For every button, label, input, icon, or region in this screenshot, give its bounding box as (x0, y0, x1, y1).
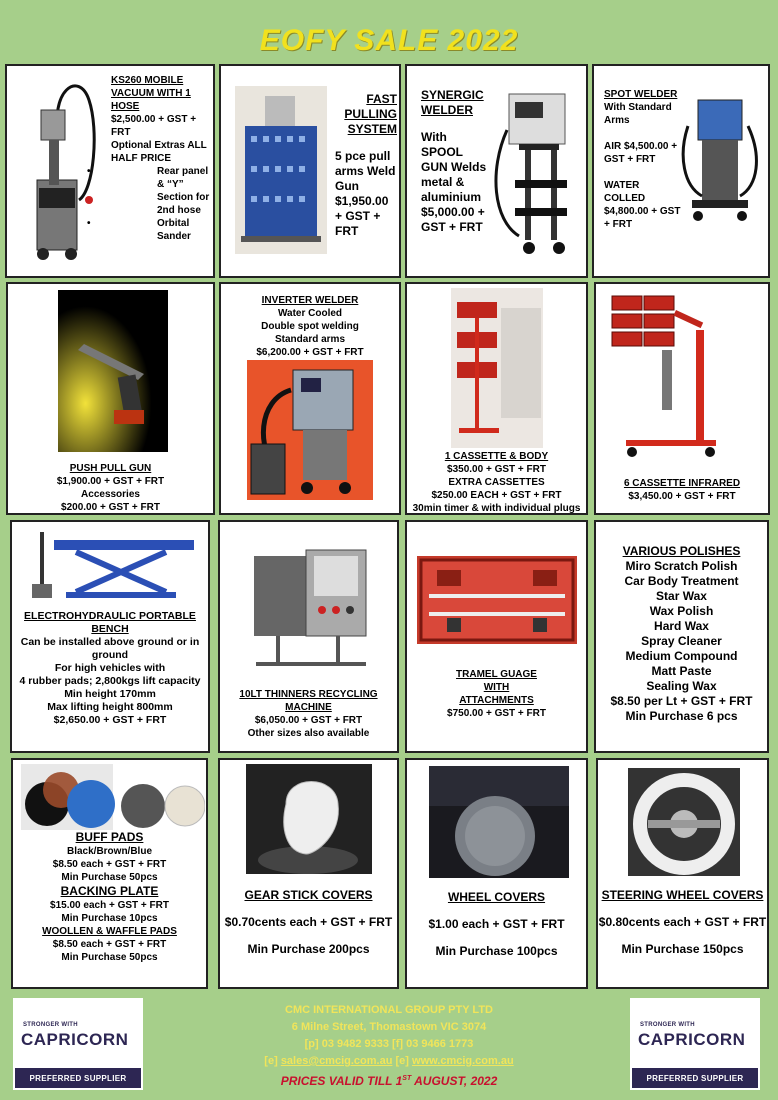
vacuum-name: KS260 MOBILE VACUUM WITH 1 HOSE (111, 75, 191, 112)
bench-line-2: For high vehicles with (54, 662, 166, 674)
website-link[interactable]: www.cmcig.com.au (412, 1055, 514, 1067)
tramel-image (417, 556, 577, 644)
product-card-cassette6 (594, 282, 770, 515)
bench-line-3: 4 rubber pads; 2,800kgs lift capacity (19, 675, 201, 687)
product-card-bench (10, 520, 210, 753)
product-card-cassette1 (405, 282, 588, 515)
cassette1-extra-price: $250.00 EACH + GST + FRT (431, 490, 562, 501)
wheel-name: WHEEL COVERS (447, 890, 546, 904)
thinners-note: Other sizes also available (247, 728, 370, 739)
company-address: 6 Milne Street, Thomastown VIC 3074 (291, 1021, 487, 1033)
cassette1-extra: EXTRA CASSETTES (448, 477, 545, 488)
pushpull-name: PUSH PULL GUN (69, 463, 152, 474)
logo-supplier: PREFERRED SUPPLIER (29, 1074, 127, 1083)
spot-image (678, 96, 762, 238)
company-name: CMC INTERNATIONAL GROUP PTY LTD (285, 1004, 493, 1016)
vacuum-price: $2,500.00 + GST + FRT (111, 114, 197, 138)
polish-item: Medium Compound (625, 649, 738, 663)
thinners-price: $6,050.00 + GST + FRT (254, 715, 363, 726)
polish-item: Wax Polish (649, 604, 714, 618)
pushpull-acc-price: $200.00 + GST + FRT (61, 502, 160, 513)
polishes-price: $8.50 per Lt + GST + FRT (610, 694, 753, 708)
spot-air: AIR $4,500.00 + GST + FRT (604, 141, 678, 165)
tramel-price: $750.00 + GST + FRT (447, 708, 546, 719)
bench-image (26, 526, 198, 606)
footer-contact (150, 1002, 628, 1090)
company-email-line: [e] sales@cmcig.com.au [e] www.cmcig.com.au (264, 1055, 514, 1067)
buff-name: BUFF PADS (75, 830, 144, 844)
product-card-steering (596, 758, 769, 989)
gear-name: GEAR STICK COVERS (244, 888, 373, 902)
cassette6-image (606, 290, 718, 468)
company-phone: [p] 03 9482 9333 [f] 03 9466 1773 (304, 1038, 474, 1050)
bench-name: ELECTROHYDRAULIC PORTABLE BENCH (24, 610, 196, 635)
product-card-spot (592, 64, 770, 278)
list-item: • Orbital Sander (65, 217, 211, 243)
inverter-line-3: Standard arms (274, 334, 346, 345)
steering-cover-image (628, 768, 740, 876)
polish-item: Spray Cleaner (641, 634, 722, 648)
pulling-image (235, 86, 327, 254)
spot-name: SPOT WELDER (604, 89, 678, 100)
inverter-line-2: Double spot welding (261, 321, 359, 332)
inverter-name: INVERTER WELDER (261, 295, 359, 306)
product-card-buff (11, 758, 208, 989)
woollen-name: WOOLLEN & WAFFLE PADS (42, 926, 177, 937)
pulling-name: FAST PULLING SYSTEM (344, 92, 397, 136)
steering-name: STEERING WHEEL COVERS (601, 888, 764, 902)
polish-item: Matt Paste (651, 664, 712, 678)
bench-line-1: Can be installed above ground or in ground (20, 636, 200, 661)
pushpull-image (58, 290, 168, 452)
email-link[interactable]: sales@cmcig.com.au (280, 1055, 393, 1067)
steering-min: Min Purchase 150pcs (621, 942, 744, 956)
thinners-name: 10LT THINNERS RECYCLING MACHINE (239, 689, 378, 713)
spot-water: WATER COLLED $4,800.00 + GST + FRT (604, 180, 681, 230)
cassette1-name: 1 CASSETTE & BODY (444, 451, 549, 462)
wheel-min: Min Purchase 100pcs (435, 944, 558, 958)
product-card-thinners (218, 520, 399, 753)
pulling-desc: 5 pce pull arms Weld Gun $1,950.00 + GST + FRT (335, 149, 396, 238)
logo-tagline: STRONGER WITH (23, 1022, 78, 1028)
capricorn-logo-right (630, 998, 760, 1090)
plate-name: BACKING PLATE (60, 884, 159, 898)
logo-brand: CAPRICORN (21, 1030, 129, 1049)
polish-item: Star Wax (656, 589, 707, 603)
synergic-image (489, 90, 581, 260)
bench-price: $2,650.00 + GST + FRT (53, 714, 167, 726)
cassette1-note: 30min timer & with individual plugs (412, 503, 581, 514)
polish-item: Miro Scratch Polish (625, 559, 738, 573)
plate-min: Min Purchase 10pcs (61, 913, 158, 924)
inverter-line-1: Water Cooled (277, 308, 343, 319)
wheel-cover-image (429, 766, 569, 878)
cassette6-price: $3,450.00 + GST + FRT (628, 491, 736, 502)
page-title: EOFY SALE 2022 (259, 24, 519, 57)
polish-item: Car Body Treatment (624, 574, 739, 588)
spot-sub: With Standard Arms (604, 102, 672, 126)
buff-pads-image (21, 764, 205, 830)
inverter-image (247, 360, 373, 500)
cassette1-price: $350.00 + GST + FRT (447, 464, 546, 475)
buff-price: $8.50 each + GST + FRT (52, 859, 167, 870)
product-card-wheel (405, 758, 588, 989)
vacuum-extras-list (65, 165, 211, 243)
price-validity: PRICES VALID TILL 1ST AUGUST, 2022 (280, 1074, 498, 1088)
polishes-min: Min Purchase 6 pcs (625, 709, 738, 723)
polish-item: Sealing Wax (646, 679, 717, 693)
vacuum-extras: Optional Extras ALL HALF PRICE (111, 140, 207, 164)
logo-supplier: PREFERRED SUPPLIER (646, 1074, 744, 1083)
pushpull-acc: Accessories (81, 489, 140, 500)
woollen-price: $8.50 each + GST + FRT (52, 939, 167, 950)
list-item: • Rear panel & “Y” Section for 2nd hose (65, 165, 211, 217)
polish-item: Hard Wax (654, 619, 709, 633)
plate-price: $15.00 each + GST + FRT (50, 900, 169, 911)
cassette1-image (451, 288, 543, 448)
buff-min: Min Purchase 50pcs (61, 872, 158, 883)
wheel-price: $1.00 each + GST + FRT (428, 917, 565, 931)
product-card-gear (218, 758, 399, 989)
product-card-vacuum (5, 64, 215, 278)
synergic-desc: With SPOOL GUN Welds metal & aluminium $5,000.00 + GST + FRT (421, 130, 487, 234)
bench-line-5: Max lifting height 800mm (47, 701, 173, 713)
product-card-pushpull (6, 282, 215, 515)
product-card-polishes (594, 520, 769, 753)
synergic-name: SYNERGIC WELDER (421, 88, 484, 117)
product-card-synergic (405, 64, 588, 278)
thinners-image (246, 536, 374, 676)
product-card-tramel (405, 520, 588, 753)
inverter-price: $6,200.00 + GST + FRT (256, 347, 364, 358)
bench-line-4: Min height 170mm (64, 688, 156, 700)
gear-price: $0.70cents each + GST + FRT (224, 915, 393, 929)
gear-cover-image (246, 764, 372, 874)
logo-brand: CAPRICORN (638, 1030, 746, 1049)
steering-price: $0.80cents each + GST + FRT (598, 915, 767, 929)
cassette6-name: 6 CASSETTE INFRARED (623, 478, 741, 489)
woollen-min: Min Purchase 50pcs (61, 952, 158, 963)
pushpull-price: $1,900.00 + GST + FRT (56, 476, 165, 487)
tramel-name: TRAMEL GUAGE WITH ATTACHMENTS (456, 669, 537, 706)
capricorn-logo-left (13, 998, 143, 1090)
polishes-name: VARIOUS POLISHES (622, 544, 741, 558)
product-card-pulling (219, 64, 401, 278)
product-card-inverter (219, 282, 401, 515)
logo-tagline: STRONGER WITH (640, 1022, 695, 1028)
buff-colors: Black/Brown/Blue (66, 846, 153, 857)
gear-min: Min Purchase 200pcs (247, 942, 370, 956)
